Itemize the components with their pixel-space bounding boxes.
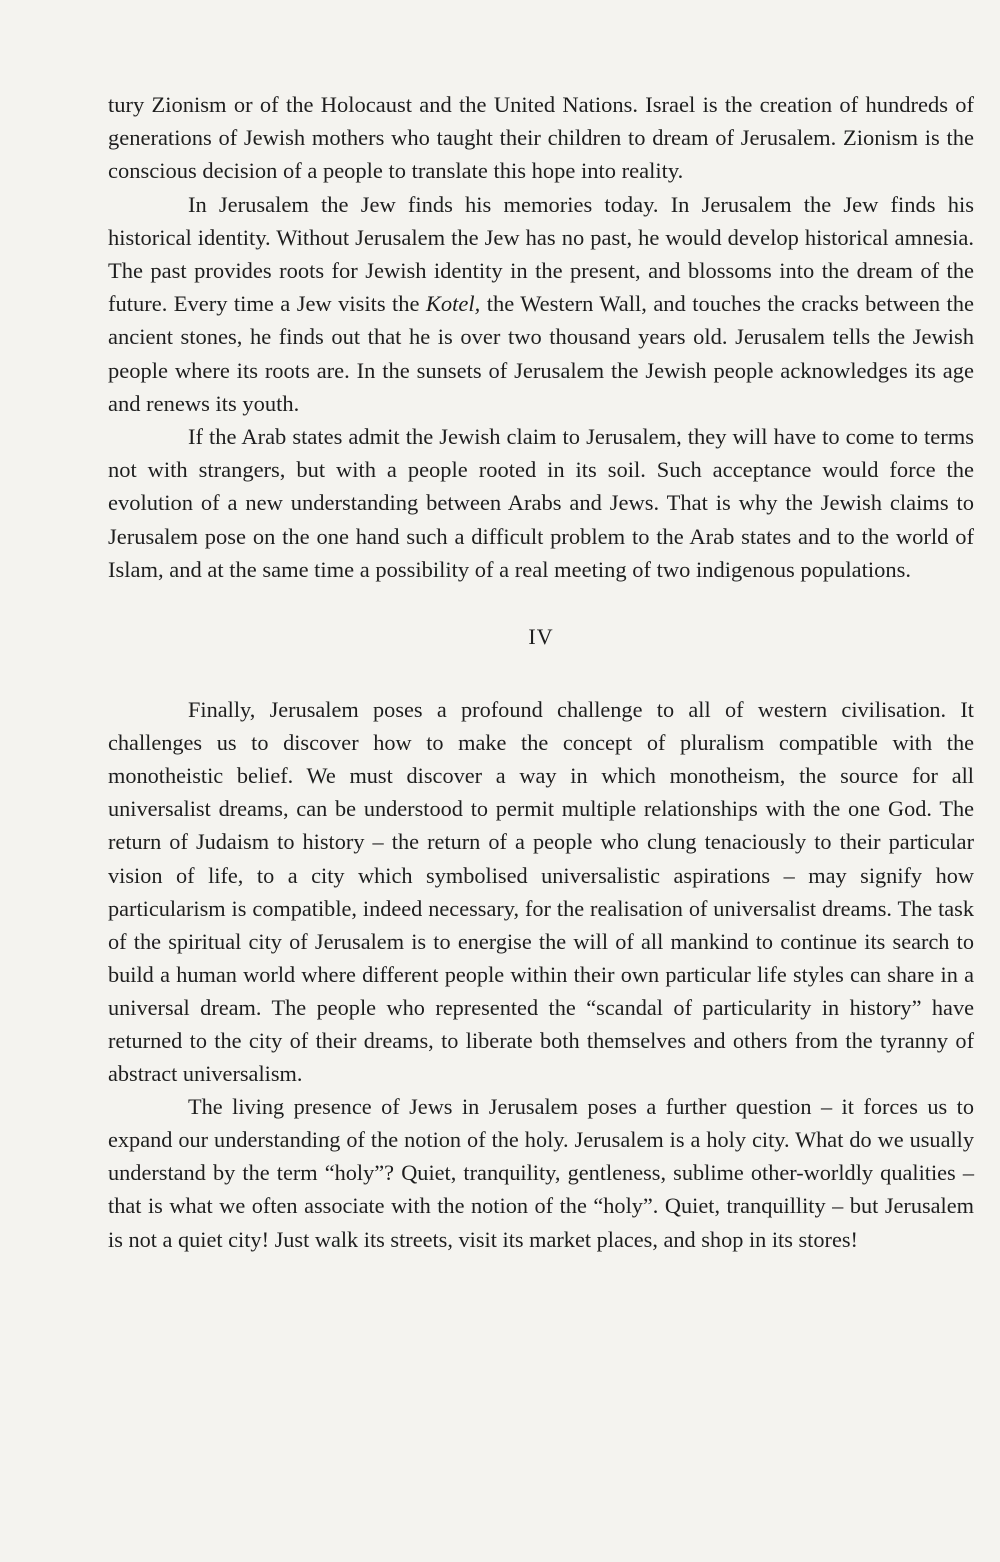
text-column	[108, 88, 974, 1256]
paragraph-western-civilisation: Finally, Jerusalem poses a profound challenge to all of western civilisation. It challenges us to discover how to make the concept of pluralism compatible with the monotheistic belief. We must discover a way in which monotheism, the source for all universalist dreams, can be understood to permit multiple relationships with the one God. The return of Judaism to history – the return of a people who clung tenaciously to their particular vision of life, to a city which symbolised universalistic aspirations – may signify how particularism is compatible, indeed necessary, for the realisation of universalist dreams. The task of the spiritual city of Jerusalem is to energise the will of all mankind to continue its search to build a human world where different people within their own particular life styles can share in a universal dream. The people who represented the “scandal of particularity in history” have returned to the city of their dreams, to liberate both themselves and others from the tyranny of abstract universalism.	[108, 697, 974, 1087]
section-iv-body	[108, 693, 974, 1256]
paragraph-jerusalem-memories	[108, 188, 974, 420]
italic-term-kotel: Kotel,	[425, 291, 481, 317]
paragraph-text-after-italic: the Western Wall, and touches the cracks between the ancient stones, he finds out that he is over two thousand years old. Jerusalem tells the Jewish people where its roots are. In the sunsets of Jerusalem the Jewish people acknowledges its age and renews its youth.	[108, 291, 974, 416]
section-heading: IV	[528, 624, 554, 650]
paragraph-arab-states: If the Arab states admit the Jewish claim to Jerusalem, they will have to come to terms not with strangers, but with a people rooted in its soil. Such acceptance would force the evolution of a new understanding between Arabs and Jews. That is why the Jewish claims to Jerusalem pose on the one hand such a difficult problem to the Arab states and to the world of Islam, and at the same time a possibility of a real meeting of two indigenous populations.	[108, 424, 974, 582]
paragraph-notion-of-holy: The living presence of Jews in Jerusalem poses a further question – it forces us to expand our understanding of the notion of the holy. Jerusalem is a holy city. What do we usually understand by the term “holy”? Quiet, tranquility, gentleness, sublime other-worldly qualities – that is what we often associate with the notion of the “holy”. Quiet, tranquillity – but Jerusalem is not a quiet city! Just walk its streets, visit its market places, and shop in its stores!	[108, 1094, 974, 1252]
paragraph-zionism: tury Zionism or of the Holocaust and the United Nations. Israel is the creation of hundreds of generations of Jewish mothers who taught their children to dream of Jerusalem. Zionism is the conscious decision of a people to translate this hope into reality.	[108, 92, 974, 184]
paragraph-text-before-italic: In Jerusalem the Jew finds his memories today. In Jerusalem the Jew finds his historical identity. Without Jerusalem the Jew has no past, he would develop historical amnesia. The past provides roots for Jewish identity in the present, and blossoms into the dream of the future. Every time a Jew visits the	[108, 191, 974, 317]
